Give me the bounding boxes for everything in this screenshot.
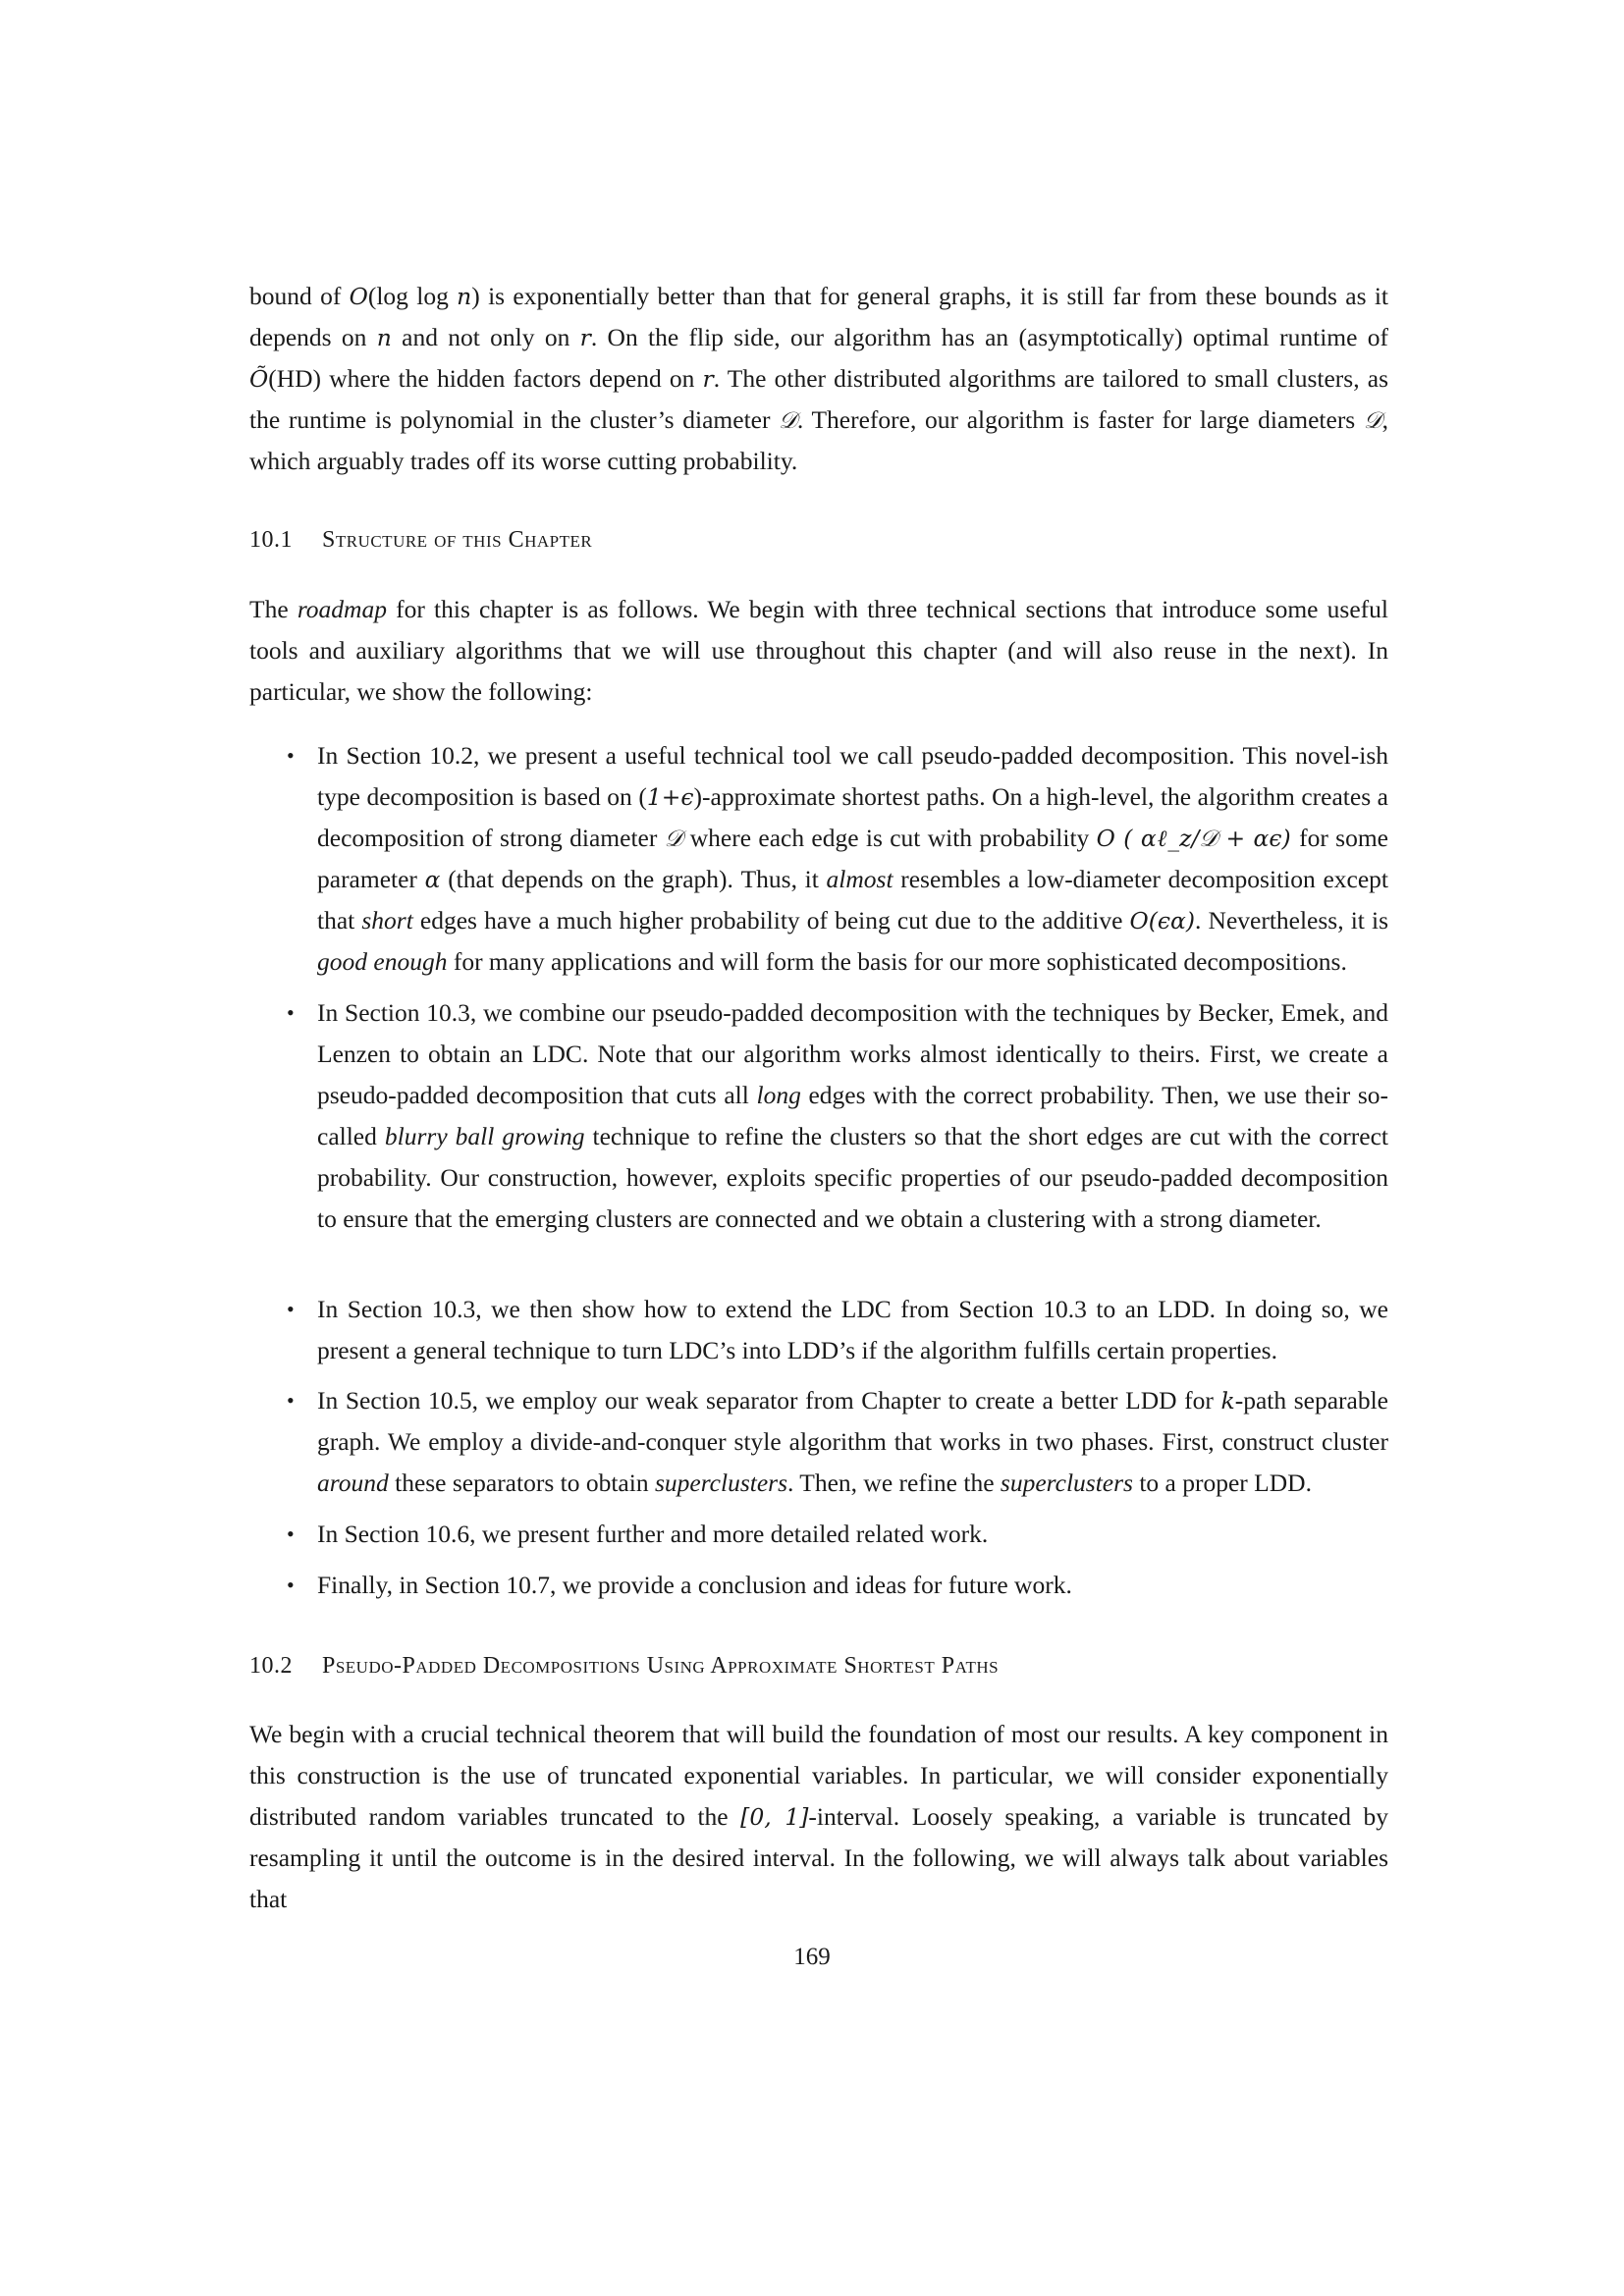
text-run: for some parameter <box>317 824 1388 893</box>
text-run: edges have a much higher probability of being cut due to the additive <box>412 906 1130 934</box>
section-heading-10-1 <box>249 527 592 554</box>
text-run: )-approximate shortest paths. On a high-level, the algorithm creates a decomposition of strong diameter <box>317 782 1388 852</box>
emphasis-text: blurry ball growing <box>384 1122 585 1150</box>
text-run: . On the flip side, our algorithm has an (asymptotically) optimal runtime of <box>590 323 1388 351</box>
list-item <box>317 1514 1388 1555</box>
text-run: In Section 10.3, we combine our pseudo-padded decomposition with the techniques by Becker, Emek, and Lenzen to obtain an LDC. Note that our algorithm works almost identically to theirs. First, we create a pseudo-padded decomposition that cuts all <box>317 998 1388 1109</box>
bullet-marker: • <box>287 1297 295 1321</box>
math-expression: 𝒟 <box>779 406 797 434</box>
text-run: for this chapter is as follows. We begin with three technical sections that introduce some useful tools and auxiliary algorithms that we will use throughout this chapter (and will also reuse in the next). In particular, we show the following: <box>249 595 1388 706</box>
roadmap-paragraph <box>249 589 1388 713</box>
text-run: bound of <box>249 282 350 310</box>
bullet-marker: • <box>287 743 295 768</box>
text-run: (HD) where the hidden factors depend on <box>268 364 703 393</box>
section-10-2-paragraph <box>249 1714 1388 1920</box>
text-run: (that depends on the graph). Thus, it <box>440 865 827 893</box>
math-expression: 𝒟 <box>1363 406 1382 434</box>
math-expression: r <box>702 365 714 393</box>
section-title: Pseudo-Padded Decompositions Using Approximate Shortest Paths <box>322 1653 1000 1679</box>
math-expression: [0, 1] <box>740 1803 809 1831</box>
bullet-marker: • <box>287 1000 295 1025</box>
text-run: these separators to obtain <box>388 1468 655 1497</box>
text-run: where each edge is cut with probability <box>682 824 1097 852</box>
text-run: edges with the correct probability. Then, we use their so-called <box>317 1081 1388 1150</box>
emphasis-text: good enough <box>317 947 448 976</box>
text-run: -interval. Loosely speaking, a variable is truncated by resampling it until the outcome is in the desired interval. In the following, we will always talk about variables that <box>249 1802 1388 1913</box>
text-run: In Section 10.2, we present a useful technical tool we call pseudo-padded decomposition. This novel-ish type decomposition is based on ( <box>317 741 1388 811</box>
math-expression: k <box>1220 1387 1235 1415</box>
text-run: In Section 10.6, we present further and more detailed related work. <box>317 1520 989 1548</box>
section-title: Structure of this Chapter <box>322 527 593 553</box>
text-run: resembles a low-diameter decomposition except that <box>317 865 1388 934</box>
text-run: We begin with a crucial technical theorem that will build the foundation of most our results. A key component in this construction is the use of truncated exponential variables. In particular, we will consider exponentially distributed random variables truncated to the <box>249 1720 1388 1831</box>
section-number: 10.2 <box>249 1653 293 1679</box>
list-item <box>317 1289 1388 1371</box>
list-item <box>317 735 1388 983</box>
text-run: , which arguably trades off its worse cutting probability. <box>249 405 1389 475</box>
math-expression: r <box>579 324 591 351</box>
text-run: . Therefore, our algorithm is faster for large diameters <box>796 405 1364 434</box>
list-item <box>317 1565 1388 1606</box>
math-expression: 1+ϵ <box>646 783 694 811</box>
list-item <box>317 1380 1388 1504</box>
emphasis-text: around <box>317 1468 389 1497</box>
text-run: to a proper LDD. <box>1132 1468 1312 1497</box>
math-expression: n <box>457 283 472 310</box>
text-run: The <box>249 595 298 623</box>
text-run: In Section 10.3, we then show how to extend the LDC from Section 10.3 to an LDD. In doing so, we present a general technique to turn LDC’s into LDD’s if the algorithm fulfills certain properties. <box>317 1295 1388 1364</box>
text-run: ) is exponentially better than that for general graphs, it is still far from these bounds as it depends on <box>249 282 1388 351</box>
math-expression: Õ <box>249 365 269 393</box>
intro-paragraph <box>249 276 1388 482</box>
emphasis-text: almost <box>826 865 893 893</box>
emphasis-text: superclusters <box>654 1468 787 1497</box>
math-expression: ( αℓ_z/𝒟 + αϵ) <box>1114 825 1300 852</box>
section-number: 10.1 <box>249 527 293 553</box>
math-expression: O <box>1096 825 1115 852</box>
math-expression: O(ϵα) <box>1129 907 1196 934</box>
emphasis-text: superclusters <box>1000 1468 1133 1497</box>
bullet-marker: • <box>287 1388 295 1413</box>
text-run: . Nevertheless, it is <box>1195 906 1388 934</box>
text-run: and not only on <box>391 323 580 351</box>
text-run: . The other distributed algorithms are tailored to small clusters, as the runtime is polynomial in the cluster’s diameter <box>249 364 1388 434</box>
section-heading-10-2 <box>249 1653 999 1680</box>
text-run: Finally, in Section 10.7, we provide a conclusion and ideas for future work. <box>317 1571 1072 1599</box>
math-expression: 𝒟 <box>664 825 683 852</box>
bullet-marker: • <box>287 1522 295 1546</box>
list-item <box>317 992 1388 1240</box>
text-run: for many applications and will form the basis for our more sophisticated decompositions. <box>447 947 1347 976</box>
emphasis-text: long <box>756 1081 801 1109</box>
math-expression: n <box>376 324 392 351</box>
math-expression: O <box>349 283 368 310</box>
page-number: 169 <box>793 1944 831 1970</box>
text-run: . Then, we refine the <box>787 1468 1001 1497</box>
text-run: In Section 10.5, we employ our weak separator from Chapter to create a better LDD for <box>317 1386 1221 1415</box>
math-expression: α <box>424 866 441 893</box>
text-run: technique to refine the clusters so that the short edges are cut with the correct probability. Our construction, however, exploits specific properties of our pseudo-padded decomposition to ensure that the emerging clusters are connected and we obtain a clustering with a strong diameter. <box>317 1122 1388 1233</box>
emphasis-text: short <box>361 906 413 934</box>
text-run: -path separable graph. We employ a divide-and-conquer style algorithm that works in two phases. First, construct cluster <box>317 1386 1388 1456</box>
text-run: (log log <box>367 282 458 310</box>
emphasis-text: roadmap <box>297 595 387 623</box>
bullet-marker: • <box>287 1573 295 1597</box>
